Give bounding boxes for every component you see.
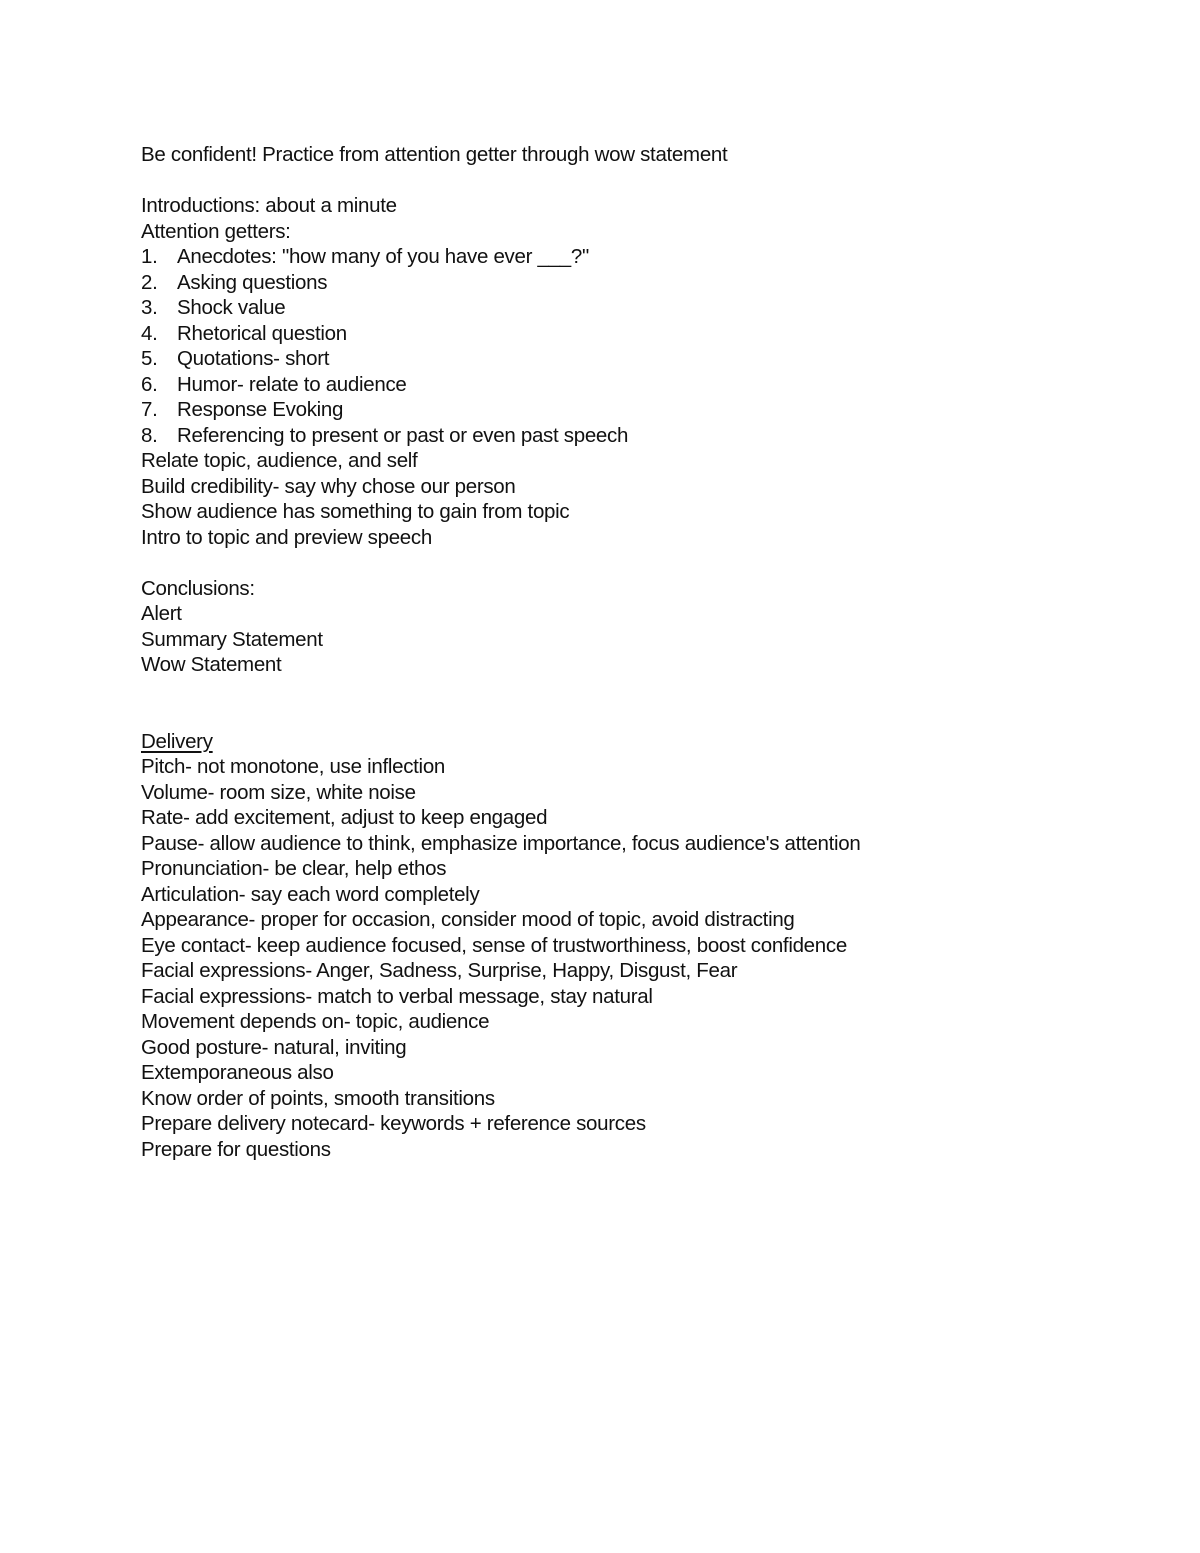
delivery-line: Volume- room size, white noise (141, 780, 416, 804)
list-item-text: Referencing to present or past or even past speech (177, 423, 629, 447)
list-item (141, 321, 1141, 347)
delivery-line: Facial expressions- match to verbal message, stay natural (141, 984, 653, 1008)
list-item (141, 270, 1141, 296)
delivery-line: Know order of points, smooth transitions (141, 1086, 495, 1110)
conclusions-heading: Conclusions: (141, 576, 255, 600)
delivery-line: Rate- add excitement, adjust to keep engaged (141, 806, 548, 829)
delivery-line: Facial expressions- Anger, Sadness, Surprise, Happy, Disgust, Fear (141, 959, 738, 982)
list-item (141, 397, 1141, 423)
list-item-text: Rhetorical question (177, 321, 347, 345)
delivery-line: Eye contact- keep audience focused, sense of trustworthiness, boost confidence (141, 933, 847, 957)
attention-getters-list (141, 244, 1141, 448)
delivery-line: Good posture- natural, inviting (141, 1035, 407, 1059)
list-item-text: Response Evoking (177, 398, 344, 421)
introductions-line: Intro to topic and preview speech (141, 525, 432, 549)
document-body (141, 142, 1141, 1162)
list-item (141, 346, 1141, 372)
list-item (141, 372, 1141, 398)
list-number: 5. (141, 347, 158, 370)
delivery-line: Movement depends on- topic, audience (141, 1010, 490, 1033)
delivery-line: Pitch- not monotone, use inflection (141, 755, 446, 778)
delivery-line: Prepare for questions (141, 1137, 331, 1161)
delivery-line: Pause- allow audience to think, emphasize importance, focus audience's attention (141, 831, 861, 855)
list-number: 6. (141, 372, 158, 396)
spacer (141, 168, 1141, 194)
introductions-line: Show audience has something to gain from topic (141, 500, 570, 523)
delivery-line: Pronunciation- be clear, help ethos (141, 857, 447, 880)
delivery-heading: Delivery (141, 729, 213, 753)
introductions-line: Relate topic, audience, and self (141, 449, 418, 472)
spacer (141, 550, 1141, 576)
list-number: 2. (141, 270, 158, 294)
conclusions-line: Summary Statement (141, 627, 323, 651)
intro-line: Be confident! Practice from attention getter through wow statement (141, 143, 728, 166)
list-number: 1. (141, 245, 158, 268)
list-item-text: Asking questions (177, 270, 328, 294)
conclusions-line: Wow Statement (141, 653, 282, 676)
introductions-line: Build credibility- say why chose our person (141, 474, 516, 498)
list-number: 7. (141, 398, 158, 421)
list-item-text: Humor- relate to audience (177, 372, 407, 396)
list-item (141, 295, 1141, 321)
delivery-line: Articulation- say each word completely (141, 882, 480, 906)
delivery-line: Extemporaneous also (141, 1061, 334, 1084)
list-item-text: Shock value (177, 296, 286, 319)
list-item-text: Anecdotes: "how many of you have ever ___?" (177, 245, 589, 268)
list-item (141, 244, 1141, 270)
spacer (141, 678, 1141, 729)
conclusions-line: Alert (141, 602, 182, 625)
delivery-line: Appearance- proper for occasion, consider mood of topic, avoid distracting (141, 908, 795, 931)
list-item-text: Quotations- short (177, 347, 330, 370)
list-number: 8. (141, 423, 158, 447)
list-number: 4. (141, 321, 158, 345)
list-item (141, 423, 1141, 449)
list-number: 3. (141, 296, 158, 319)
introductions-heading: Introductions: about a minute (141, 194, 397, 217)
attention-getters-heading: Attention getters: (141, 219, 291, 243)
delivery-line: Prepare delivery notecard- keywords + reference sources (141, 1112, 646, 1135)
